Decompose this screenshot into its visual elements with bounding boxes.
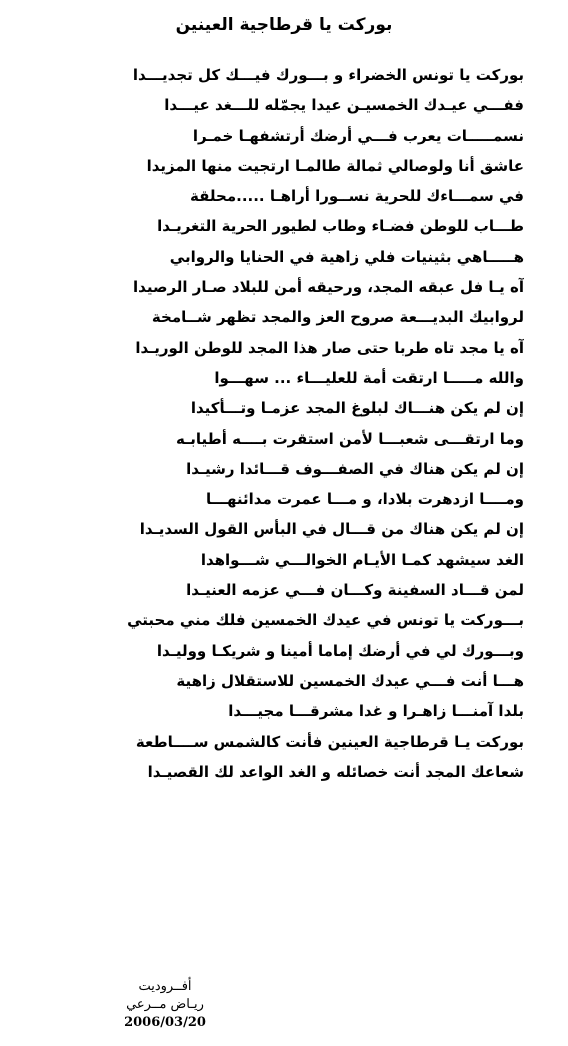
verse-line: آه يا مجد تاه طربا حتى صار هذا المجد للوطن الوريـدا: [135, 338, 524, 357]
verse-line: وبـــورك لي في أرضك إماما أمينا و شريكـا ووليـدا: [156, 641, 524, 660]
verse-line: في سمـــاءك للحرية نســورا أراهـا .....محلقة: [190, 187, 524, 206]
poem-verses: [60, 60, 524, 787]
verse-line: ففـــي عيـدك الخمسيـن عيدا يجمّله للـــغد عيـــدا: [164, 96, 524, 115]
verse-line: بـــوركت يا تونس في عيدك الخمسين فلك مني محبتي: [127, 611, 524, 630]
verse-line: لمن قـــاد السفينة وكـــان فـــي عزمه العنيـدا: [186, 581, 524, 600]
verse-line: إن لم يكن هناك من قـــال في البأس القول السديـدا: [139, 520, 524, 539]
verse-line: بوركت يـا قرطاجية العينين فأنت كالشمس ســــاطعة: [135, 732, 524, 751]
verse-line: والله مـــــا ارتقت أمة للعليـــاء ... سهـــوا: [214, 368, 524, 387]
verse-line: لروابيك البديـــعة صروح العز والمجد تظهر شــامخة: [151, 308, 524, 327]
verse-line: شعاعك المجد أنت خصائله و الغد الواعد لك القصيـدا: [147, 762, 524, 781]
verse-line: نسمـــــات يعرب فـــي أرضك أرتشفهـا خمـرا: [192, 126, 524, 145]
verse-line: بوركت يا تونس الخضراء و بـــورك فيـــك كل تجديـــدا: [132, 66, 524, 84]
poem-date: 2006/03/20: [124, 1015, 206, 1030]
verse-line: الغد سيشهد كمـا الأيـام الخوالـــي شـــواهدا: [200, 550, 524, 569]
verse-line: ومــــا ازدهرت بلادا، و مـــا عمرت مدائنهـــا: [205, 490, 524, 509]
verse-line: إن لم يكن هنـــاك لبلوغ المجد عزمـا وتـــأكيدا: [190, 399, 524, 418]
poem-title: بوركت يا قرطاجية العينين: [175, 15, 393, 35]
verse-line: آه يـا فل عبقه المجد، ورحيقه أمن للبلاد صـار الرصيدا: [133, 278, 524, 297]
author-name: ريـاض مــرعي: [126, 997, 204, 1012]
verse-line: طـــاب للوطن فضـاء وطاب لطيور الحرية التغريـدا: [157, 217, 524, 236]
verse-line: بلدا آمنـــا زاهـرا و غدا مشرقـــا مجيـــدا: [228, 702, 524, 721]
verse-line: عاشق أنا ولوصالي ثمالة طالمـا ارتجيت منها المزيدا: [146, 156, 524, 175]
verse-line: هـــــاهي بثينيات فلي زاهية في الحنايا والروابي: [169, 247, 524, 266]
verse-line: هـــا أنت فـــي عيدك الخمسين للاستقلال زاهية: [176, 671, 524, 690]
pen-name: أفــروديت: [138, 979, 192, 994]
verse-line: وما ارتقـــى شعبـــا لأمن استقرت بــــه أطيابـه: [176, 429, 524, 448]
verse-line: إن لم يكن هناك في الصفـــوف قـــائدا رشيـدا: [186, 459, 524, 478]
signature-block: [100, 978, 230, 1032]
